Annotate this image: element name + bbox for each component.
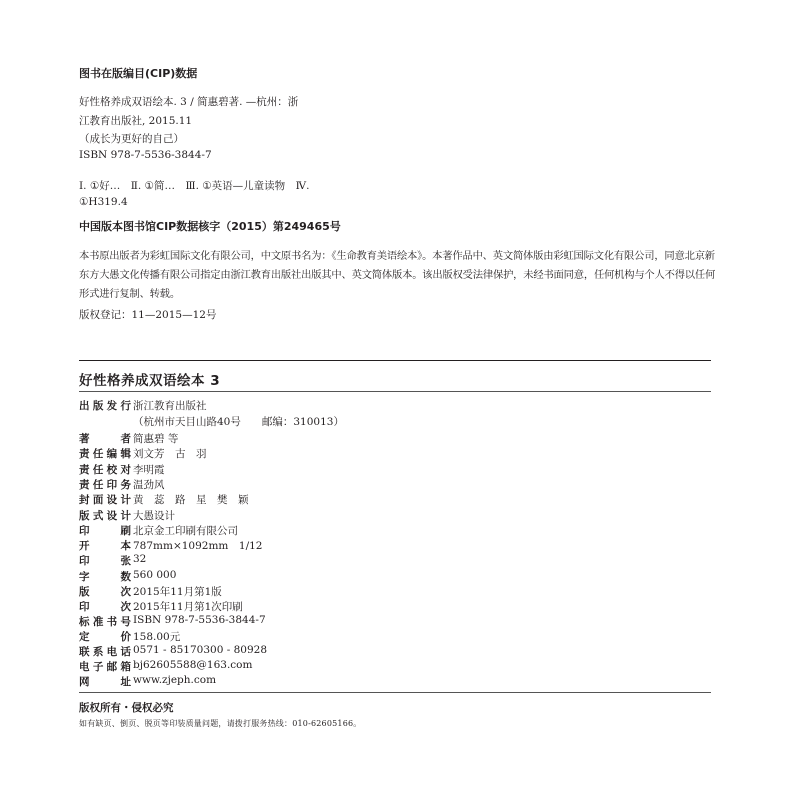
divider — [79, 360, 711, 361]
copyright-notice: 本书原出版者为彩虹国际文化有限公司，中文原书名为：《生命教育美语绘本》。本著作品中、英文简体版由彩虹国际文化有限公司，同意北京新东方大愚文化传播有限公司指定由浙江教育出版社出版其中、英文简体版本。该出版权受法律保护，未经书面同意，任何机构与个人不得以任何形式进行复制、转载。 — [79, 250, 716, 300]
cip-line: 好性格养成双语绘本. 3 / 简惠碧著. —杭州：浙 — [79, 96, 299, 108]
info-label: 开 本 — [79, 540, 131, 552]
info-value: 北京金工印刷有限公司 — [133, 525, 238, 537]
info-value: 黄 蕊 路 星 樊 颖 — [133, 494, 249, 506]
info-label: 印 张 — [79, 555, 131, 567]
info-value: ISBN 978-7-5536-3844-7 — [133, 614, 266, 626]
book-title: 好性格养成双语绘本 3 — [79, 373, 221, 389]
info-label: 版式设计 — [79, 510, 131, 522]
info-label: 网 址 — [79, 676, 131, 688]
info-label: 印 刷 — [79, 525, 131, 537]
info-value: 李明霞 — [133, 464, 165, 476]
info-value: 刘文芳 古 羽 — [133, 448, 207, 460]
info-value: 温劲风 — [133, 479, 165, 491]
cip-classification-code: ①H319.4 — [79, 196, 128, 208]
info-label: 著 者 — [79, 433, 131, 445]
info-value: 32 — [133, 553, 147, 565]
copyright-registration: 版权登记：11—2015—12号 — [79, 309, 217, 321]
cip-core-number: 中国版本图书馆CIP数据核字（2015）第249465号 — [79, 220, 341, 233]
info-label: 印 次 — [79, 601, 131, 613]
info-label: 责任编辑 — [79, 448, 131, 460]
info-label: 版 次 — [79, 586, 131, 598]
cip-classification: Ⅰ. ①好… Ⅱ. ①简… Ⅲ. ①英语—儿童读物 Ⅳ. — [79, 180, 310, 192]
cip-isbn: ISBN 978-7-5536-3844-7 — [79, 149, 212, 161]
info-value: 787mm×1092mm 1/12 — [133, 540, 263, 552]
divider — [79, 692, 711, 693]
info-value: （杭州市天目山路40号 邮编：310013） — [133, 416, 344, 428]
info-label: 电子邮箱 — [79, 661, 131, 673]
info-label: 标准书号 — [79, 616, 131, 628]
info-value: 简惠碧 等 — [133, 433, 179, 445]
info-label: 封面设计 — [79, 494, 131, 506]
cip-line: 江教育出版社, 2015.11 — [79, 115, 193, 127]
cip-line: （成长为更好的自己） — [79, 133, 184, 145]
cip-heading: 图书在版编目(CIP)数据 — [79, 67, 198, 80]
info-label: 责任校对 — [79, 464, 131, 476]
info-value: 大愚设计 — [133, 510, 175, 522]
quality-notice: 如有缺页、倒页、脱页等印装质量问题，请拨打服务热线：010-62605166。 — [79, 719, 362, 728]
divider — [79, 391, 711, 392]
info-label: 出版发行 — [79, 400, 131, 412]
info-label: 定 价 — [79, 631, 131, 643]
info-value: bj62605588@163.com — [133, 659, 253, 671]
info-label: 字 数 — [79, 571, 131, 583]
info-value: 2015年11月第1版 — [133, 586, 222, 598]
info-value: 2015年11月第1次印刷 — [133, 601, 243, 613]
info-value: 0571 - 85170300 - 80928 — [133, 644, 268, 656]
info-value: 158.00元 — [133, 631, 181, 643]
info-label: 责任印务 — [79, 479, 131, 491]
info-value: 560 000 — [133, 569, 177, 581]
rights-reserved: 版权所有・侵权必究 — [79, 702, 174, 714]
info-label: 联系电话 — [79, 646, 131, 658]
info-value: www.zjeph.com — [133, 674, 217, 686]
info-value: 浙江教育出版社 — [133, 400, 207, 412]
